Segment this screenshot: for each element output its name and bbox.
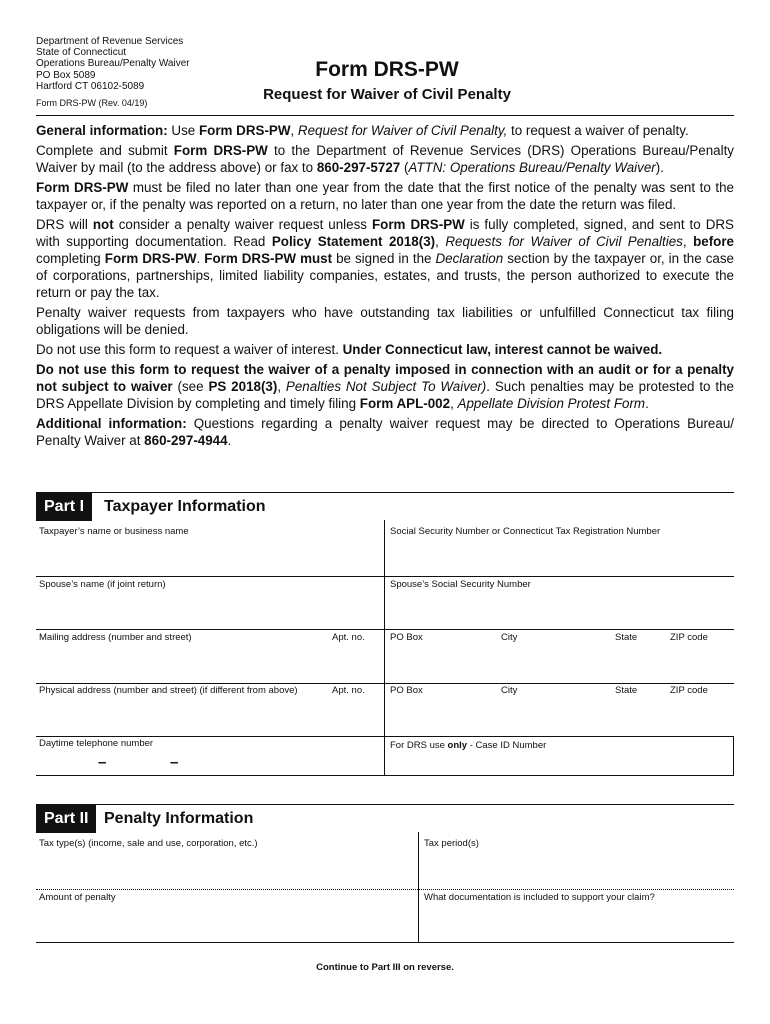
- address-line: Operations Bureau/Penalty Waiver: [36, 58, 190, 70]
- part-1-header: [36, 492, 734, 515]
- column-divider: [384, 520, 385, 736]
- column-divider: [418, 832, 419, 942]
- mailing-address-field[interactable]: Mailing address (number and street): [39, 632, 192, 643]
- address-line: Hartford CT 06102-5089: [36, 80, 145, 92]
- address-line: Department of Revenue Services: [36, 36, 184, 47]
- mailing-state-field[interactable]: State: [615, 632, 638, 643]
- part-1-title: Taxpayer Information: [104, 498, 266, 515]
- tax-type-field[interactable]: Tax type(s) (income, sale and use, corporation, etc.): [39, 838, 258, 849]
- drs-use-box: [384, 736, 734, 776]
- documentation-field[interactable]: What documentation is included to support your claim?: [424, 892, 655, 903]
- info-paragraph: Do not use this form to request a waiver of interest. Under Connecticut law, interest cannot be waived.: [36, 342, 663, 357]
- physical-state-field[interactable]: State: [615, 685, 638, 696]
- physical-apt-field[interactable]: Apt. no.: [332, 685, 365, 696]
- phone-separator: –: [170, 754, 179, 771]
- mailing-zip-field[interactable]: ZIP code: [670, 632, 708, 643]
- penalty-amount-field[interactable]: Amount of penalty: [39, 892, 116, 903]
- physical-pobox-field[interactable]: PO Box: [390, 685, 423, 696]
- physical-zip-field[interactable]: ZIP code: [670, 685, 708, 696]
- daytime-phone-field[interactable]: Daytime telephone number: [39, 738, 154, 749]
- mailing-apt-field[interactable]: Apt. no.: [332, 632, 365, 643]
- form-title: Form DRS-PW: [315, 58, 459, 81]
- info-paragraph: Do not use this form to request the waiver of a penalty imposed in connection with an audit or for a penalty not subject to waiver (see PS 2018(3), Penalties Not Subject To Waiver). Such penalties may be protested to the DRS Appellate Division by completing and timely filing Form APL-002, Appellate Division Protest Form.: [36, 362, 734, 411]
- part-1-tag: Part I: [36, 493, 92, 521]
- header-rule: [36, 115, 734, 116]
- row-phone: [36, 736, 384, 776]
- info-paragraph: Complete and submit Form DRS-PW to the Department of Revenue Services (DRS) Operations Bureau/Penalty Waiver by mail (to the address above) or fax to 860-297-5727 (ATTN: Operations Bureau/Penalty Waiver).: [36, 143, 734, 175]
- info-paragraph: General information: Use Form DRS-PW, Request for Waiver of Civil Penalty, to request a waiver of penalty.: [36, 123, 689, 138]
- info-paragraph: Penalty waiver requests from taxpayers who have outstanding tax liabilities or unfulfilled Connecticut tax filing obligations will be denied.: [36, 305, 734, 337]
- continue-note: Continue to Part III on reverse.: [316, 962, 454, 973]
- physical-city-field[interactable]: City: [501, 685, 518, 696]
- form-subtitle: Request for Waiver of Civil Penalty: [263, 86, 511, 103]
- info-paragraph: DRS will not consider a penalty waiver request unless Form DRS-PW is fully completed, signed, and sent to DRS with supporting documentation. Read Policy Statement 2018(3), Requests for Waiver of Civil Penalties, before completing Form DRS-PW. Form DRS-PW must be signed in the Declaration section by the taxpayer or, in the case of corporations, partnerships, limited liability companies, estates, and trusts, the person authorized to execute the return or pay the tax.: [36, 217, 735, 300]
- general-information: [36, 122, 734, 452]
- spouse-name-field[interactable]: Spouse’s name (if joint return): [39, 579, 166, 590]
- mailing-pobox-field[interactable]: PO Box: [390, 632, 423, 643]
- part-2-fields: [36, 832, 734, 942]
- address-line: State of Connecticut: [36, 47, 127, 59]
- agency-address: [36, 36, 190, 92]
- spouse-ssn-field[interactable]: Spouse’s Social Security Number: [390, 579, 531, 590]
- phone-separator: –: [98, 754, 107, 771]
- part-1-fields: [36, 520, 734, 780]
- address-line: PO Box 5089: [36, 69, 96, 81]
- physical-address-field[interactable]: Physical address (number and street) (if different from above): [39, 685, 298, 696]
- case-id-field: For DRS use only - Case ID Number: [390, 740, 547, 751]
- ssn-field[interactable]: Social Security Number or Connecticut Tax Registration Number: [390, 526, 661, 537]
- part-2-tag: Part II: [36, 805, 96, 833]
- info-paragraph: Additional information: Questions regarding a penalty waiver request may be directed to Operations Bureau/ Penalty Waiver at 860-297-4944.: [36, 416, 734, 448]
- mailing-city-field[interactable]: City: [501, 632, 518, 643]
- part-2-header: [36, 804, 734, 827]
- tax-period-field[interactable]: Tax period(s): [424, 838, 479, 849]
- info-paragraph: Form DRS-PW must be filed no later than one year from the date that the first notice of the penalty was sent to the taxpayer or, if the penalty was reported on a return, no later than one year from the date the return was filed.: [36, 180, 734, 212]
- part-2-title: Penalty Information: [104, 810, 254, 827]
- form-revision: Form DRS-PW (Rev. 04/19): [36, 98, 148, 108]
- taxpayer-name-field[interactable]: Taxpayer’s name or business name: [39, 526, 189, 537]
